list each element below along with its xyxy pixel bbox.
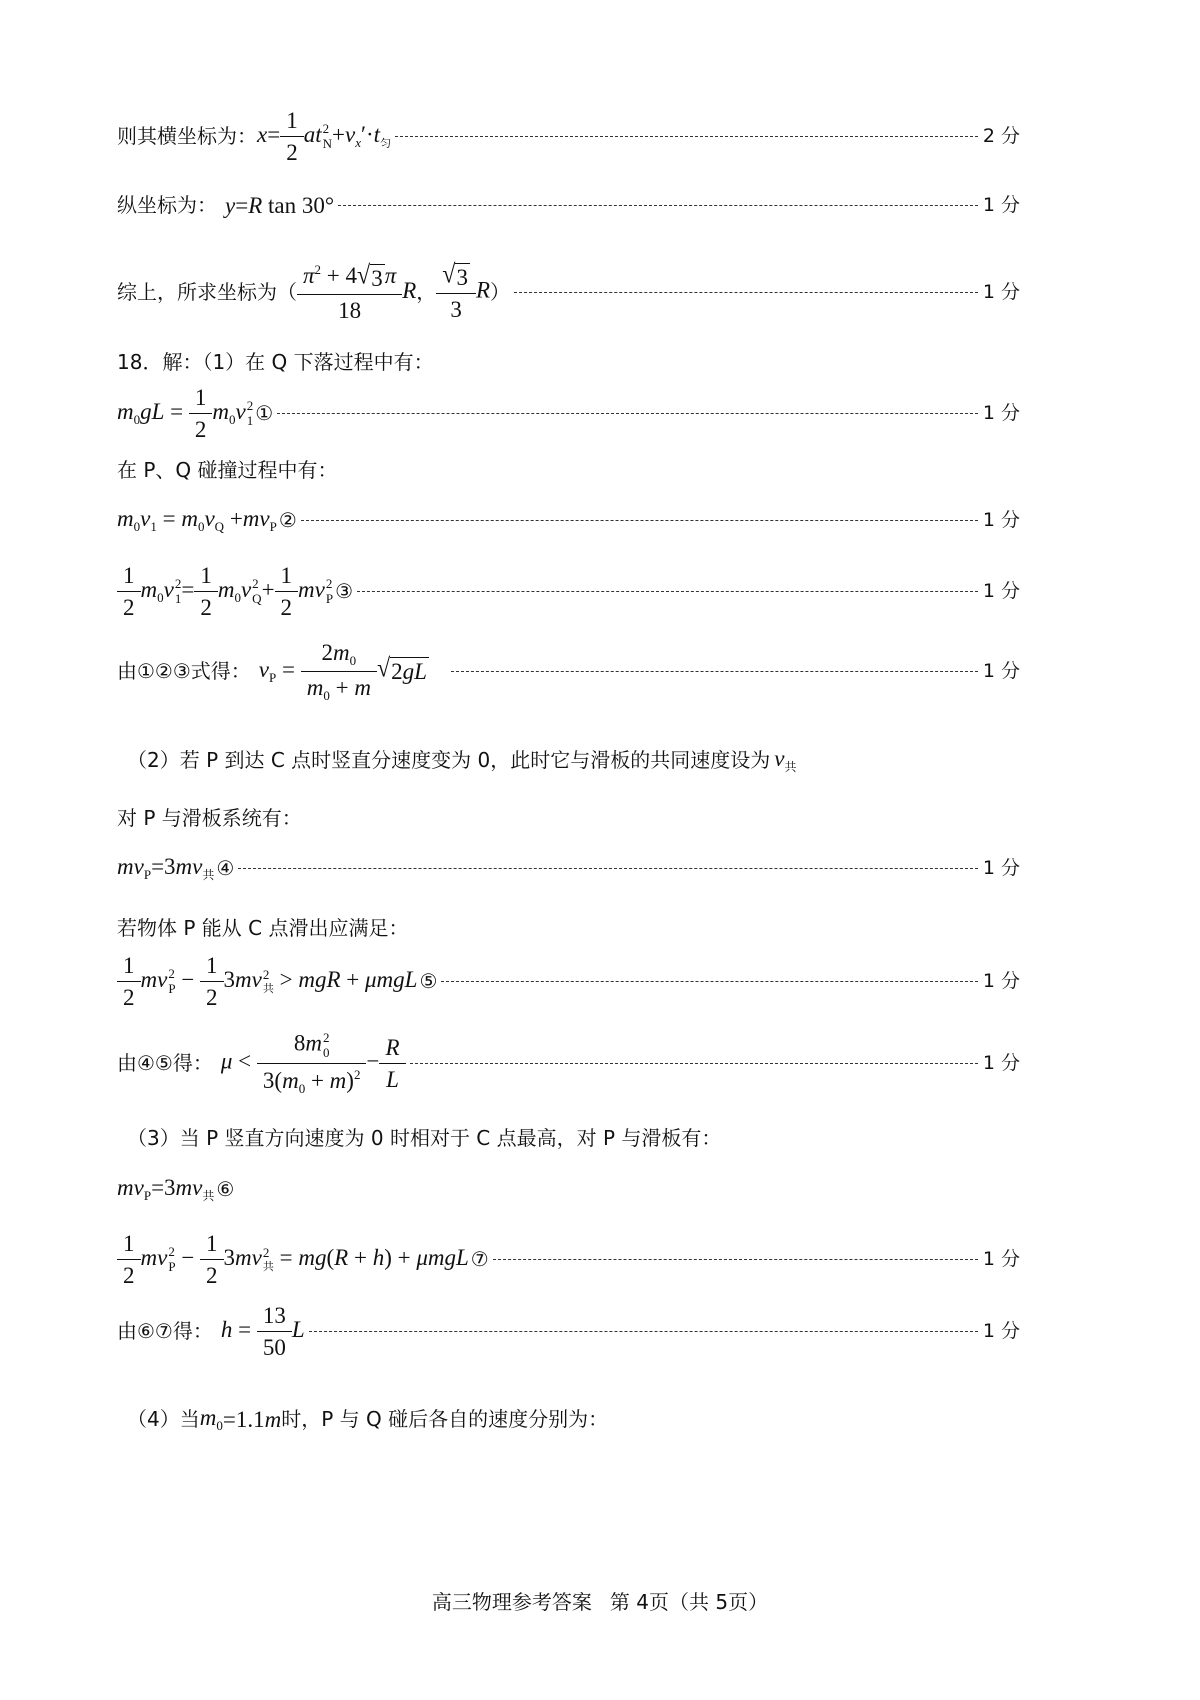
formula: $\pi^2 + 4$ √ 3 π 18 R <box>297 263 416 322</box>
line-label: 综上，所求坐标为（ <box>117 280 297 304</box>
heading-text: 18．解：（1）在 Q 下落过程中有： <box>117 350 434 374</box>
value-text: =1.1 <box>222 1406 265 1432</box>
equation-number: ② <box>278 508 297 532</box>
formula: h = $\frac{13}{50}$ L <box>220 1302 305 1360</box>
subscript: 共 <box>202 868 215 882</box>
q18-heading <box>117 348 1020 376</box>
formula: $m_0v_1 = m_0v_Q +mv_P$ <box>117 506 277 534</box>
eq4-line <box>117 853 1020 883</box>
formula: $mv_P=3mv_共$ <box>117 854 215 882</box>
close-paren: ） <box>490 280 511 304</box>
subscript: 共 <box>262 1260 274 1273</box>
formula: $m_0gL$ = $\frac{1}{2}$ $m_0v$ 2 1 <box>117 384 254 442</box>
vp-result-line <box>117 640 1020 702</box>
eq3-line <box>117 562 1020 620</box>
dashed-leader <box>277 413 978 414</box>
equation-number: ③ <box>335 579 354 603</box>
equation-number: ⑤ <box>419 969 438 993</box>
dashed-leader <box>238 868 978 869</box>
equation-number: ⑦ <box>470 1247 489 1271</box>
eq1-line <box>117 384 1020 442</box>
score-label: 1 分 <box>982 969 1020 992</box>
paragraph-text: （4）当 <box>127 1407 200 1431</box>
dashed-leader <box>301 520 978 521</box>
equation-number: ⑥ <box>216 1177 235 1201</box>
comma: ， <box>416 280 437 304</box>
mu-result-line <box>117 1030 1020 1096</box>
eq2-line <box>117 505 1020 535</box>
formula: x= $\frac{1}{2}$ at 2 N $+v_x'\cdot t_匀$ <box>257 107 392 165</box>
dashed-leader <box>309 1331 978 1332</box>
x-coordinate-line <box>117 108 1020 164</box>
formula: $\frac{1}{2}$ $m_0v$ 2 1 = $\frac{1}{2}$ $m_0v$ 2 Q + $\frac{1}{2}$ mv 2 P <box>117 564 333 619</box>
dashed-leader <box>338 205 978 206</box>
dashed-leader <box>410 1063 978 1064</box>
score-label: 1 分 <box>982 193 1020 216</box>
dashed-leader <box>395 136 978 137</box>
line-label: 由①②③式得： <box>117 659 251 683</box>
subscript: 共 <box>784 760 797 774</box>
h-result-line <box>117 1300 1020 1362</box>
equation-number: ① <box>255 401 274 425</box>
y-coordinate-line <box>117 190 1020 220</box>
paragraph-text: （3）当 P 竖直方向速度为 0 时相对于 C 点最高，对 P 与滑板有： <box>127 1126 722 1150</box>
score-label: 1 分 <box>982 1247 1020 1270</box>
formula: y=R tan 30° <box>225 192 335 218</box>
score-label: 1 分 <box>982 1051 1020 1074</box>
paragraph-text: 时，P 与 Q 碰后各自的速度分别为： <box>281 1407 609 1431</box>
page-footer <box>0 1586 1200 1615</box>
eq7-line <box>117 1230 1020 1288</box>
line-label: 则其横坐标为： <box>117 124 257 148</box>
line-label: 由⑥⑦得： <box>117 1319 213 1343</box>
footer-page-number: 第 4页（共 5页） <box>609 1590 769 1614</box>
score-label: 1 分 <box>982 579 1020 602</box>
footer-title: 高三物理参考答案 <box>431 1590 592 1614</box>
formula: $\frac{1}{2}$ mv 2 P − $\frac{1}{2}$ 3mv 2 共 = mg(R + h) + μmgL <box>117 1232 469 1287</box>
score-label: 1 分 <box>982 401 1020 424</box>
formula: $mv_P=3mv_共$ <box>117 1175 215 1203</box>
dashed-leader <box>451 671 978 672</box>
part3-intro <box>127 1124 1020 1152</box>
formula: √ 3 3 R <box>436 263 490 321</box>
subscript: 共 <box>262 982 274 995</box>
score-label: 1 分 <box>982 1319 1020 1342</box>
score-label: 1 分 <box>982 659 1020 682</box>
dashed-leader <box>514 292 978 293</box>
heading-text: 对 P 与滑板系统有： <box>117 806 302 830</box>
dashed-leader <box>493 1259 978 1260</box>
equation-number: ④ <box>216 856 235 880</box>
paragraph-text: （2）若 P 到达 C 点时竖直分速度变为 0，此时它与滑板的共同速度设为 <box>127 748 771 772</box>
subscript: 共 <box>202 1189 215 1203</box>
collision-heading <box>117 456 1020 484</box>
system-heading <box>117 804 1020 832</box>
line-label: 纵坐标为： <box>117 193 217 217</box>
eq6-line <box>117 1174 1020 1204</box>
part4-intro: （4）当 $m_0$ =1.1 m 时，P 与 Q 碰后各自的速度分别为： <box>127 1405 609 1433</box>
dashed-leader <box>357 591 978 592</box>
heading-text: 若物体 P 能从 C 点滑出应满足： <box>117 916 409 940</box>
dashed-leader <box>441 981 977 982</box>
part2-intro: （2）若 P 到达 C 点时竖直分速度变为 0，此时它与滑板的共同速度设为 $v_共$ <box>127 746 797 774</box>
score-label: 1 分 <box>982 280 1020 303</box>
condition-heading <box>117 914 1020 942</box>
formula: μ < 8m 2 0 $3(m_0 + m)^2$ − $\frac{R}{L}$ <box>221 1031 406 1095</box>
heading-text: 在 P、Q 碰撞过程中有： <box>117 458 338 482</box>
score-label: 1 分 <box>982 856 1020 879</box>
coordinate-summary-line <box>117 262 1020 322</box>
score-label: 1 分 <box>982 508 1020 531</box>
line-label: 由④⑤得： <box>117 1051 213 1075</box>
score-label: 2 分 <box>982 124 1020 147</box>
eq5-line <box>117 952 1020 1010</box>
formula: $\frac{1}{2}$ mv 2 P − $\frac{1}{2}$ 3mv 2 共 > mgR + μmgL <box>117 954 417 1009</box>
formula: $v_P$ = $\frac{2m_0}{m_0 + m}$ √ 2gL <box>258 639 427 703</box>
